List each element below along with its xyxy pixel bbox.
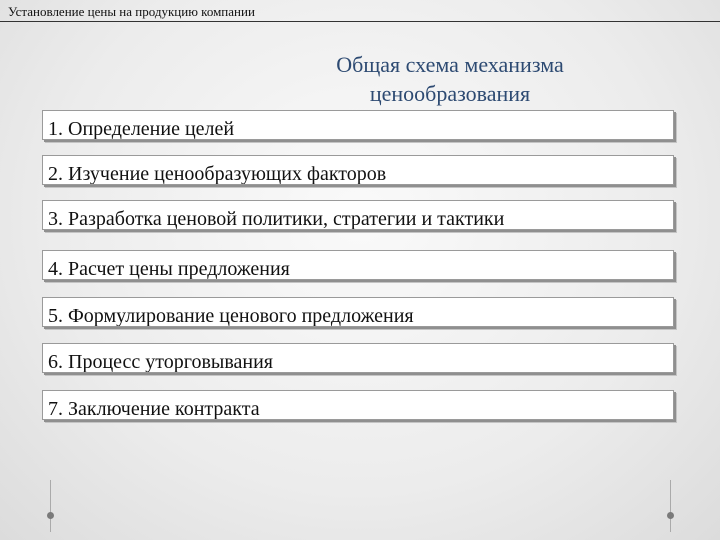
step-label-1: 1. Определение целей — [48, 118, 235, 140]
step-label-6: 6. Процесс уторговывания — [48, 351, 273, 373]
decorative-dot-right — [667, 512, 674, 519]
step-box-2 — [42, 155, 674, 185]
decorative-line-right — [670, 480, 671, 532]
step-box-1 — [42, 110, 674, 140]
step-box-5 — [42, 297, 674, 327]
step-label-4: 4. Расчет цены предложения — [48, 258, 290, 280]
slide-header: Установление цены на продукцию компании — [8, 4, 255, 19]
step-label-3: 3. Разработка ценовой политики, стратегии и тактики — [48, 208, 505, 230]
step-label-2: 2. Изучение ценообразующих факторов — [48, 163, 387, 185]
step-box-6 — [42, 343, 674, 373]
slide-title — [290, 50, 610, 108]
header-rule — [0, 21, 720, 22]
decorative-dot-left — [47, 512, 54, 519]
step-label-7: 7. Заключение контракта — [48, 398, 260, 420]
slide-title-line-2: ценообразования — [369, 81, 531, 106]
step-label-5: 5. Формулирование ценового предложения — [48, 305, 414, 327]
step-box-7 — [42, 390, 674, 420]
slide-title-line-1: Общая схема механизма — [336, 52, 564, 77]
decorative-line-left — [50, 480, 51, 532]
step-box-4 — [42, 250, 674, 280]
step-box-3 — [42, 200, 674, 230]
